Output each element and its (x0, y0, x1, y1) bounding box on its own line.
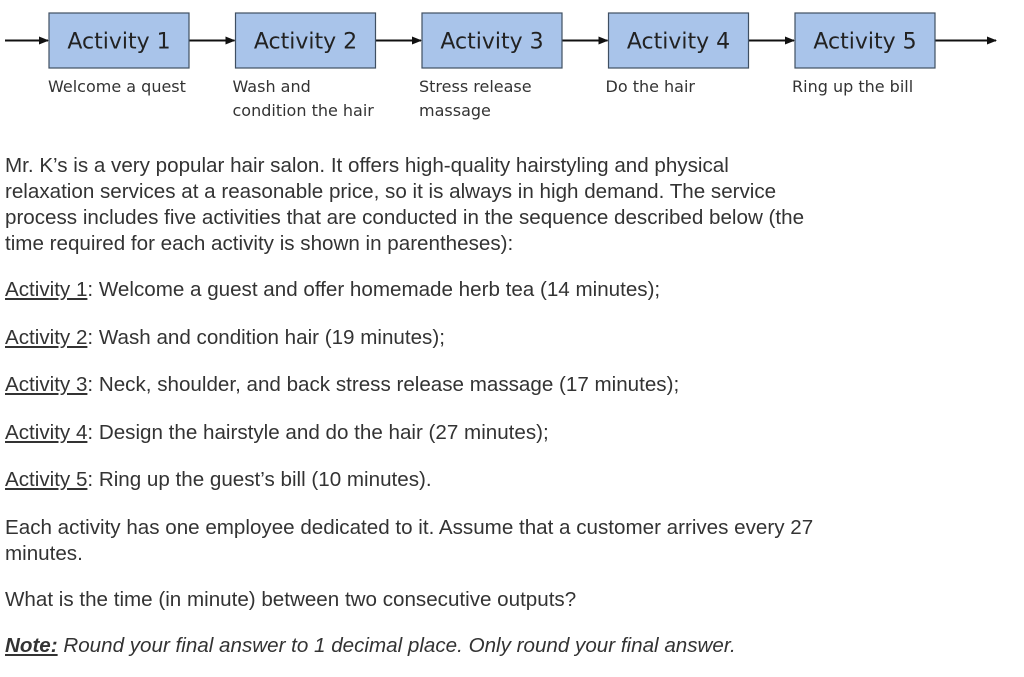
activity-box-label: Activity 2 (253, 29, 358, 55)
activity-description: : Welcome a guest and offer homemade herb tea (14 minutes); (87, 278, 661, 301)
assumption-paragraph: Each activity has one employee dedicated to it. Assume that a customer arrives every 27 minutes. (5, 515, 814, 565)
process-flow-diagram (0, 0, 1024, 130)
activity-line-4 (5, 420, 815, 446)
intro-paragraph: Mr. K’s is a very popular hair salon. It offers high-quality hairstyling and physical relaxation services at a reasonable price, so it is always in high demand. The service process includes five activities that are conducted in the sequence described below (the time required for each activity is shown in parentheses): (5, 154, 805, 255)
activity-box-label: Activity 5 (813, 29, 917, 55)
activity-name: Activity 2 (5, 325, 88, 349)
activity-box-label: Activity 4 (626, 29, 731, 55)
problem-text (5, 153, 815, 659)
activity-description: : Neck, shoulder, and back stress release massage (17 minutes); (87, 373, 680, 396)
activity-caption: Welcome a quest (48, 77, 186, 96)
activity-caption: Ring up the bill (792, 77, 914, 96)
activity-caption: condition the hair (232, 101, 374, 120)
activity-box-label: Activity 3 (440, 29, 544, 55)
activity-line-5 (5, 467, 815, 493)
note-text (5, 633, 815, 659)
activity-caption: Stress release (419, 77, 532, 96)
activity-caption: massage (419, 101, 491, 120)
activity-description: : Ring up the guest’s bill (10 minutes). (87, 468, 432, 491)
activity-description: : Wash and condition hair (19 minutes); (87, 325, 445, 349)
activity-caption: Do the hair (605, 77, 696, 96)
activity-line-2 (5, 325, 815, 351)
activity-line-3 (5, 372, 815, 398)
activity-name: Activity 5 (5, 468, 88, 491)
activity-box-label: Activity 1 (67, 29, 171, 55)
activity-description: : Design the hairstyle and do the hair (27 minutes); (87, 420, 549, 444)
activity-name: Activity 1 (5, 278, 88, 301)
activity-name: Activity 3 (5, 373, 88, 396)
activity-name: Activity 4 (5, 420, 88, 444)
question-text: What is the time (in minute) between two consecutive outputs? (5, 587, 577, 611)
activity-caption: Wash and (232, 77, 311, 96)
note-label: Note: (5, 633, 58, 657)
note-body: Round your final answer to 1 decimal place. Only round your final answer. (57, 633, 736, 657)
activity-line-1 (5, 277, 815, 303)
